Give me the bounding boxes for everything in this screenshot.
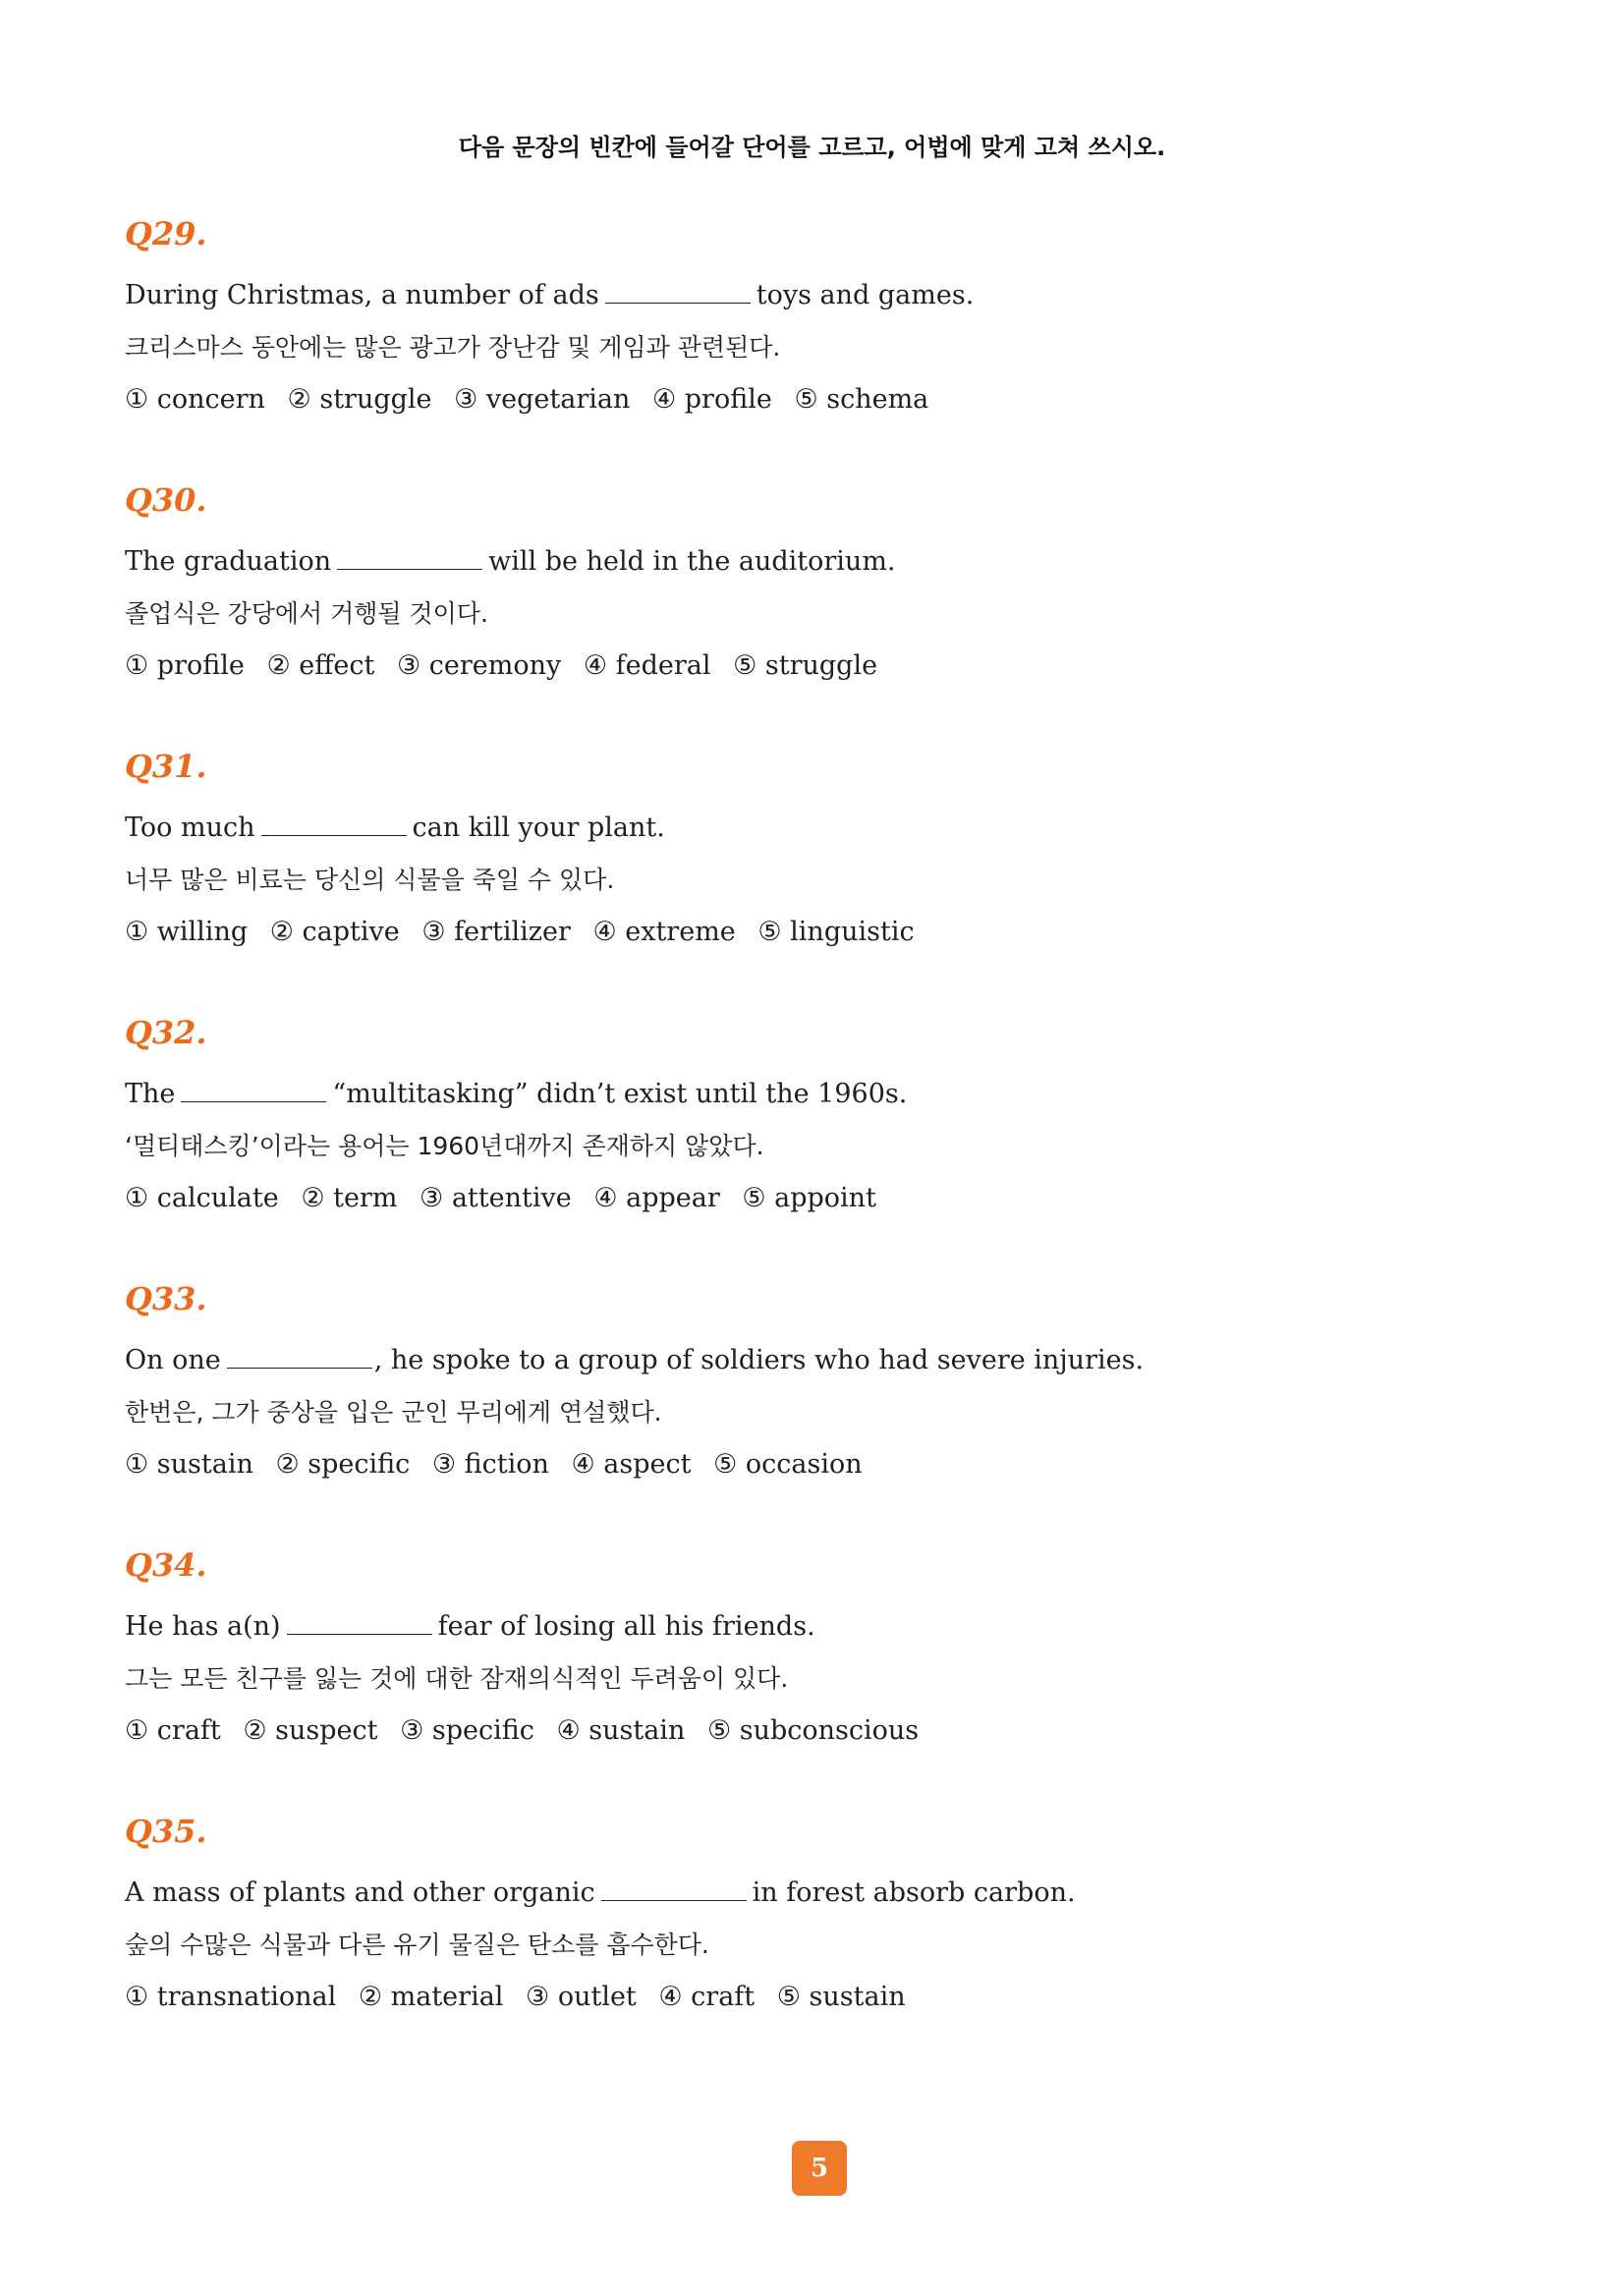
- korean-translation: 크리스마스 동안에는 많은 광고가 장난감 및 게임과 관련된다.: [125, 333, 781, 362]
- answer-blank: [601, 1878, 747, 1901]
- korean-translation: 너무 많은 비료는 당신의 식물을 죽일 수 있다.: [125, 866, 615, 894]
- korean-translation: 한번은, 그가 중상을 입은 군인 무리에게 연설했다.: [125, 1398, 662, 1427]
- question-sentence: [125, 1600, 1540, 1652]
- answer-blank: [227, 1346, 372, 1369]
- choice-4: ④ federal: [583, 650, 711, 681]
- question-sentence: [125, 1334, 1540, 1386]
- choice-2: ② effect: [266, 650, 375, 681]
- answer-blank: [181, 1080, 326, 1102]
- answer-choices: [125, 373, 1540, 425]
- answer-choices: [125, 906, 1540, 958]
- question-label: Q33.: [125, 1280, 207, 1317]
- sentence-part-before: A mass of plants and other organic: [125, 1877, 595, 1908]
- korean-translation: 숲의 수많은 식물과 다른 유기 물질은 탄소를 흡수한다.: [125, 1931, 709, 1959]
- sentence-part-after: “multitasking” didn’t exist until the 1960s.: [332, 1079, 908, 1109]
- question-sentence: [125, 269, 1540, 321]
- sentence-part-after: will be held in the auditorium.: [488, 546, 896, 577]
- question-sentence: [125, 1068, 1540, 1120]
- answer-choices: [125, 1438, 1540, 1490]
- choice-4: ④ aspect: [571, 1449, 692, 1480]
- choice-4: ④ craft: [658, 1982, 756, 2012]
- choice-1: ① calculate: [125, 1183, 279, 1213]
- question-label: Q30.: [125, 481, 207, 519]
- choice-2: ② material: [358, 1982, 504, 2012]
- choice-5: ⑤ schema: [794, 384, 929, 415]
- sentence-part-before: Too much: [125, 812, 255, 843]
- answer-choices: [125, 1172, 1540, 1224]
- question-label: Q31.: [125, 748, 207, 785]
- question-sentence: [125, 1867, 1540, 1919]
- choice-3: ③ attentive: [420, 1183, 572, 1213]
- choice-1: ① sustain: [125, 1449, 253, 1480]
- choice-5: ⑤ struggle: [733, 650, 878, 681]
- choice-3: ③ specific: [400, 1715, 534, 1746]
- choice-5: ⑤ subconscious: [706, 1715, 920, 1746]
- question-label: Q29.: [125, 215, 207, 252]
- question-label: Q35.: [125, 1813, 207, 1850]
- korean-translation: 그는 모든 친구를 잃는 것에 대한 잠재의식적인 두려움이 있다.: [125, 1664, 789, 1693]
- choice-1: ① transnational: [125, 1982, 337, 2012]
- choice-4: ④ appear: [593, 1183, 720, 1213]
- choice-4: ④ extreme: [592, 917, 736, 947]
- answer-choices: [125, 1971, 1540, 2023]
- korean-translation: 졸업식은 강당에서 거행될 것이다.: [125, 599, 488, 628]
- choice-3: ③ ceremony: [396, 650, 562, 681]
- choice-5: ⑤ sustain: [776, 1982, 906, 2012]
- choice-1: ① profile: [125, 650, 245, 681]
- choice-3: ③ fiction: [431, 1449, 549, 1480]
- choice-5: ⑤ linguistic: [757, 917, 915, 947]
- choice-2: ② captive: [269, 917, 400, 947]
- page-number-badge: 5: [792, 2141, 847, 2196]
- question-30: [125, 476, 1540, 692]
- choice-2: ② struggle: [287, 384, 432, 415]
- question-sentence: [125, 802, 1540, 854]
- question-sentence: [125, 535, 1540, 588]
- answer-blank: [287, 1612, 432, 1635]
- answer-blank: [337, 547, 482, 570]
- answer-choices: [125, 640, 1540, 692]
- answer-blank: [605, 281, 751, 304]
- choice-2: ② specific: [275, 1449, 411, 1480]
- sentence-part-before: The: [125, 1079, 176, 1109]
- question-label: Q34.: [125, 1546, 207, 1584]
- answer-choices: [125, 1705, 1540, 1757]
- choice-4: ④ profile: [651, 384, 772, 415]
- sentence-part-before: He has a(n): [125, 1611, 281, 1642]
- question-32: [125, 1009, 1540, 1224]
- choice-3: ③ fertilizer: [421, 917, 571, 947]
- sentence-part-before: On one: [125, 1345, 221, 1375]
- choice-5: ⑤ appoint: [742, 1183, 876, 1213]
- choice-3: ③ vegetarian: [454, 384, 631, 415]
- sentence-part-after: , he spoke to a group of soldiers who had severe injuries.: [373, 1345, 1145, 1375]
- sentence-part-after: toys and games.: [756, 280, 975, 310]
- choice-1: ① willing: [125, 917, 249, 947]
- choice-4: ④ sustain: [556, 1715, 686, 1746]
- sentence-part-before: During Christmas, a number of ads: [125, 280, 599, 310]
- question-34: [125, 1541, 1540, 1757]
- sentence-part-before: The graduation: [125, 546, 332, 577]
- instruction-heading: 다음 문장의 빈칸에 들어갈 단어를 고르고, 어법에 맞게 고쳐 쓰시오.: [458, 134, 1166, 161]
- question-29: [125, 210, 1540, 425]
- question-35: [125, 1808, 1540, 2023]
- sentence-part-after: in forest absorb carbon.: [752, 1877, 1076, 1908]
- answer-blank: [261, 813, 407, 836]
- question-label: Q32.: [125, 1014, 207, 1051]
- choice-5: ⑤ occasion: [713, 1449, 863, 1480]
- choice-1: ① craft: [125, 1715, 221, 1746]
- question-33: [125, 1275, 1540, 1490]
- choice-2: ② term: [301, 1183, 398, 1213]
- sentence-part-after: fear of losing all his friends.: [437, 1611, 815, 1642]
- korean-translation: ‘멀티태스킹’이라는 용어는 1960년대까지 존재하지 않았다.: [125, 1132, 764, 1160]
- choice-1: ① concern: [125, 384, 265, 415]
- question-31: [125, 743, 1540, 958]
- choice-3: ③ outlet: [526, 1982, 637, 2012]
- sentence-part-after: can kill your plant.: [412, 812, 665, 843]
- choice-2: ② suspect: [243, 1715, 378, 1746]
